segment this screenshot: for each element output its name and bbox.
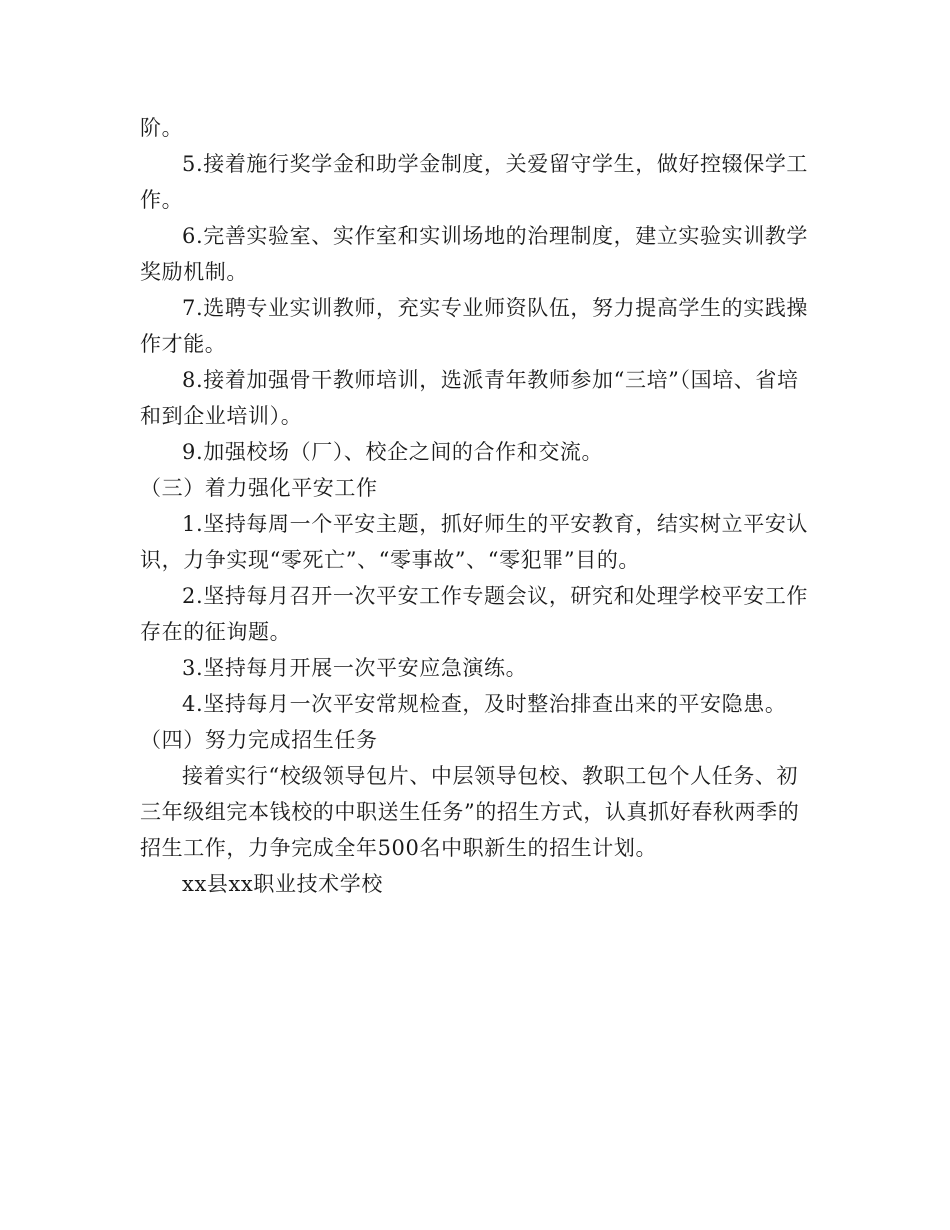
list-item-8-teacher-training: 8.接着加强骨干教师培训，选派青年教师参加“三培”（国培、省培和到企业培训）。 (140, 368, 799, 428)
list-item-5-scholarship: 5.接着施行奖学金和助学金制度，关爱留守学生，做好控辍保学工作。 (140, 152, 809, 212)
list-item-9-cooperation: 9.加强校场（厂）、校企之间的合作和交流。 (182, 440, 604, 464)
paragraph-continuation: 阶。 (140, 116, 184, 140)
list-item-4-safety-inspection: 4.坚持每月一次平安常规检查，及时整治排查出来的平安隐患。 (182, 692, 787, 716)
list-item-2-safety-meeting: 2.坚持每月召开一次平安工作专题会议，研究和处理学校平安工作存在的征询题。 (140, 584, 809, 644)
document-body (140, 110, 810, 902)
section-heading-safety: （三）着力强化平安工作 (140, 476, 378, 500)
list-item-1-safety-theme: 1.坚持每周一个平安主题，抓好师生的平安教育，结实树立平安认识，力争实现“零死亡”、“零事故”、“零犯罪”目的。 (140, 512, 809, 572)
signature-school-name: xx县xx职业技术学校 (182, 872, 383, 896)
list-item-7-teacher-hiring: 7.选聘专业实训教师，充实专业师资队伍，努力提高学生的实践操作才能。 (140, 296, 809, 356)
list-item-6-lab-management: 6.完善实验室、实作室和实训场地的治理制度，建立实验实训教学奖励机制。 (140, 224, 809, 284)
section-heading-enrollment: （四）努力完成招生任务 (140, 728, 378, 752)
paragraph-enrollment-plan: 接着实行“校级领导包片、中层领导包校、教职工包个人任务、初三年级组完本钱校的中职送生任务”的招生方式，认真抓好春秋两季的招生工作，力争完成全年500名中职新生的招生计划。 (140, 764, 800, 860)
list-item-3-emergency-drill: 3.坚持每月开展一次平安应急演练。 (182, 656, 528, 680)
